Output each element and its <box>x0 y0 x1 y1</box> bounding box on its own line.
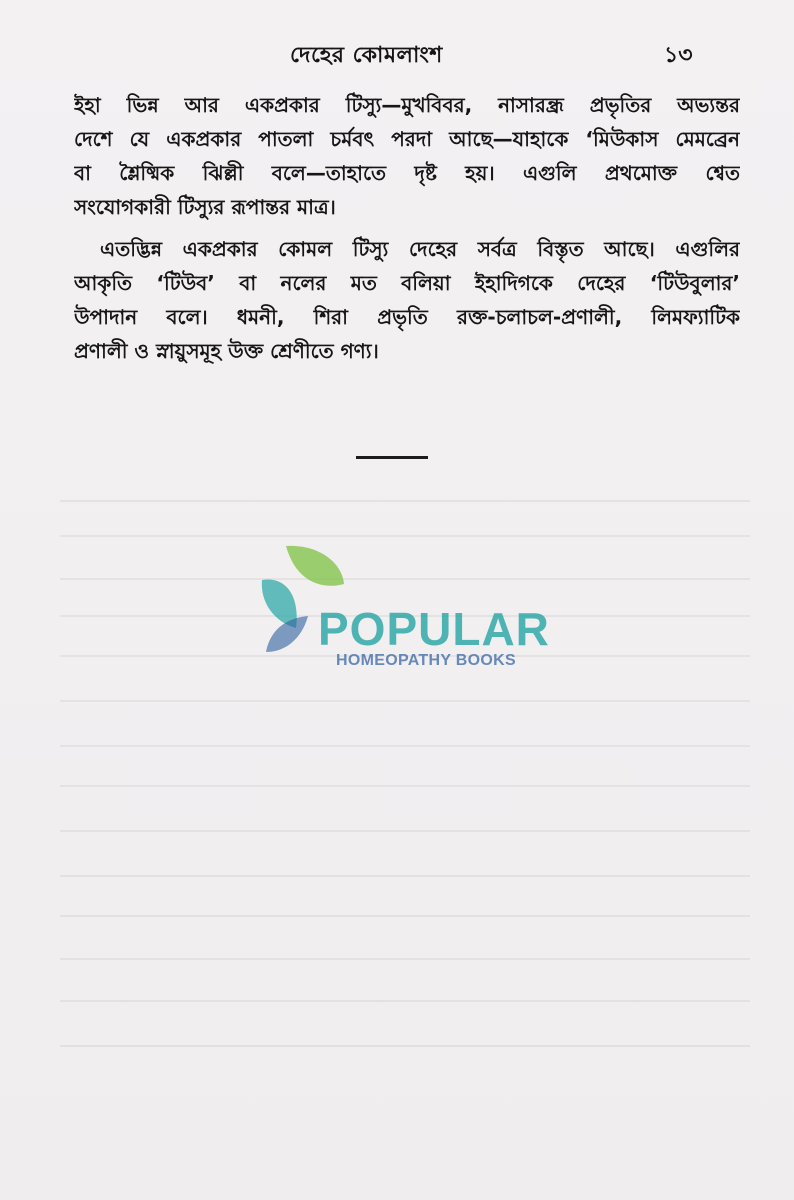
text-line: প্রণালী ও স্নায়ুসমূহ উক্ত শ্রেণীতে গণ্য। <box>74 339 379 363</box>
bleed-through-line <box>60 958 750 960</box>
publisher-watermark <box>256 540 556 670</box>
bleed-through-line <box>60 500 750 502</box>
watermark-subtitle: HOMEOPATHY BOOKS <box>336 652 516 669</box>
bleed-through-line <box>60 830 750 832</box>
bleed-through-line <box>60 745 750 747</box>
bleed-through-line <box>60 915 750 917</box>
bleed-through-line <box>60 700 750 702</box>
running-head <box>0 38 794 68</box>
paragraph <box>74 88 740 224</box>
section-divider <box>356 456 428 459</box>
bleed-through-line <box>60 1000 750 1002</box>
text-line: দেশে যে একপ্রকার পাতলা চর্মবৎ পরদা আছে—যাহাকে ‘মিউকাস মেমব্রেন <box>74 127 740 151</box>
text-line: সংযোগকারী টিস্যুর রূপান্তর মাত্র। <box>74 195 336 219</box>
bleed-through-line <box>60 1045 750 1047</box>
bleed-through-line <box>60 875 750 877</box>
text-line: বা শ্লৈষ্মিক ঝিল্লী বলে—তাহাতে দৃষ্ট হয়। এগুলি প্রথমোক্ত শ্বেত <box>74 161 740 185</box>
bleed-through-line <box>60 535 750 537</box>
body-text <box>74 88 740 368</box>
watermark-title: POPULAR <box>318 603 550 655</box>
text-line: ইহা ভিন্ন আর একপ্রকার টিস্যু—মুখবিবর, নাসারন্ধ্র প্রভৃতির অভ্যন্তর <box>74 93 740 117</box>
bleed-through-line <box>60 785 750 787</box>
paragraph <box>74 232 740 368</box>
text-line: উপাদান বলে। ধমনী, শিরা প্রভৃতি রক্ত-চলাচল-প্রণালী, লিমফ্যাটিক <box>74 305 740 329</box>
page-number: ১৩ <box>664 43 693 68</box>
text-line: এতদ্ভিন্ন একপ্রকার কোমল টিস্যু দেহের সর্বত্র বিস্তৃত আছে। এগুলির <box>100 237 740 261</box>
text-line: আকৃতি ‘টিউব’ বা নলের মত বলিয়া ইহাদিগকে দেহের ‘টিউবুলার’ <box>74 271 740 295</box>
chapter-title: দেহের কোমলাংশ <box>290 43 443 68</box>
